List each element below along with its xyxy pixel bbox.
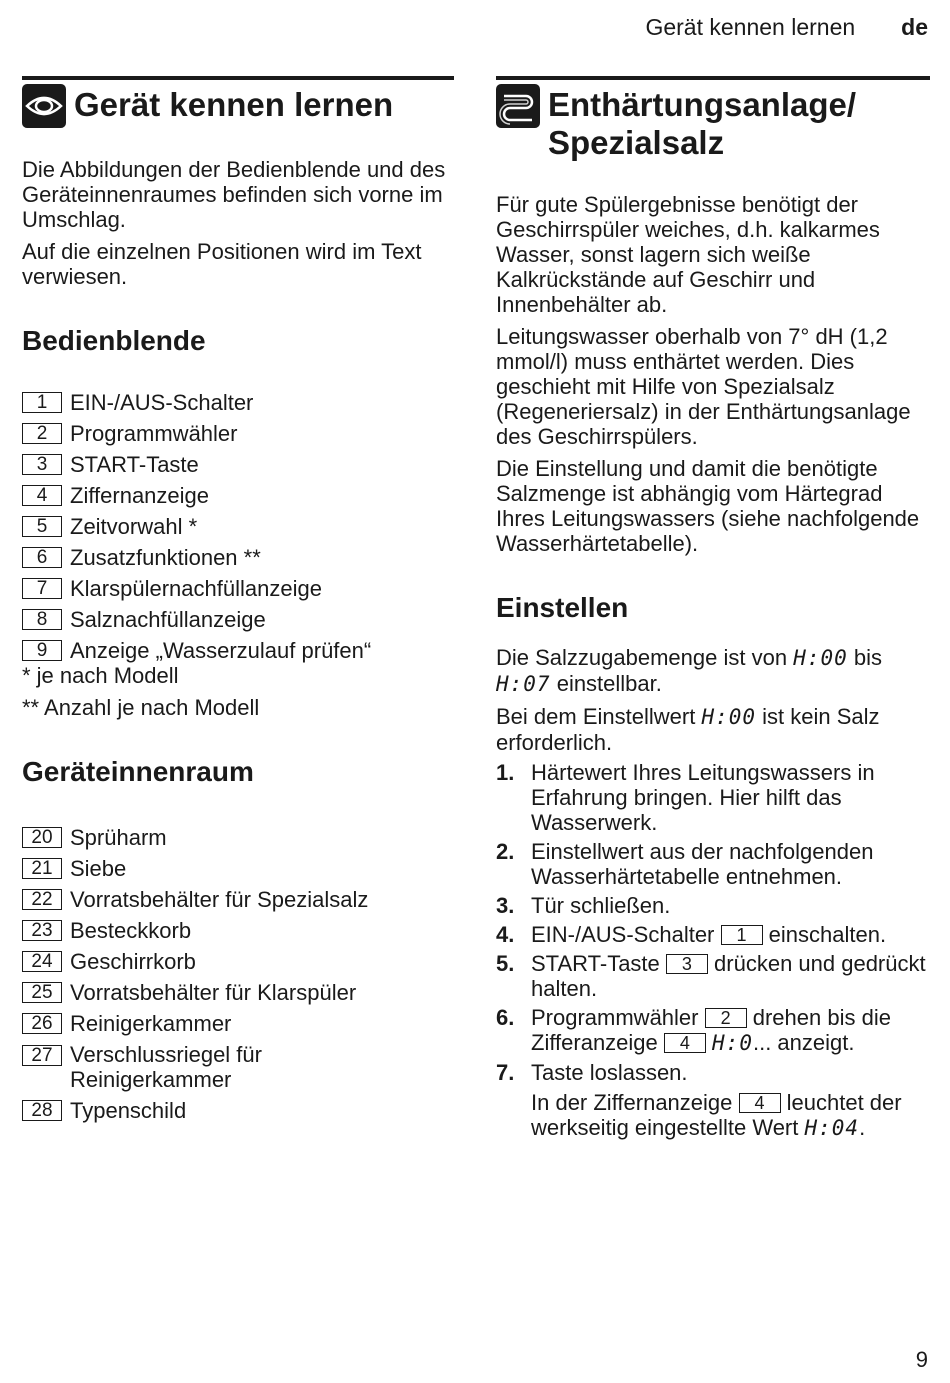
text: drücken und gedrückt halten.	[531, 951, 926, 1001]
item-label: Anzeige „Wasserzulauf prüfen“	[70, 638, 372, 663]
item-label: Typenschild	[70, 1098, 187, 1123]
position-number: 2	[22, 423, 62, 444]
list-item	[22, 1098, 454, 1123]
list-item	[22, 452, 454, 477]
display-value: H:00	[701, 705, 757, 729]
display-value: H:0	[712, 1031, 753, 1055]
list-item	[22, 1011, 454, 1036]
section-header-enthaertung	[496, 76, 930, 162]
step-number: 3.	[496, 893, 515, 918]
position-number: 7	[22, 578, 62, 599]
position-number: 4	[22, 485, 62, 506]
position-number: 22	[22, 889, 62, 910]
paragraph: Leitungswasser oberhalb von 7° dH (1,2 mmol/l) muss enthärtet werden. Dies geschieht mit Hilfe von Spezialsalz (Regeneriersalz) in der Enthärtungsanlage des Geschirrspülers.	[496, 324, 911, 449]
step-number: 7.	[496, 1060, 515, 1085]
position-number: 3	[666, 954, 708, 974]
list-item	[22, 825, 454, 850]
position-number: 5	[22, 516, 62, 537]
position-number: 2	[705, 1008, 747, 1028]
step-text	[531, 1060, 930, 1141]
item-label: START-Taste	[70, 452, 199, 477]
list-item	[22, 607, 454, 632]
item-label: Reinigerkammer	[70, 1011, 232, 1036]
display-value: H:00	[793, 646, 848, 670]
text: Bei dem Einstellwert	[496, 704, 696, 729]
section-title	[548, 86, 856, 162]
step-text: Härtewert Ihres Leitungswassers in Erfahrung bringen. Hier hilft das Wasserwerk.	[531, 760, 875, 835]
position-number: 20	[22, 827, 62, 848]
item-label: Zeitvorwahl *	[70, 514, 198, 539]
list-item	[22, 483, 454, 508]
position-number: 25	[22, 982, 62, 1003]
item-label: Klarspülernachfüllanzeige	[70, 576, 322, 601]
footnote: * je nach Modell	[22, 663, 179, 688]
header-title: Gerät kennen lernen	[645, 14, 856, 40]
heading-geraeteinnenraum: Geräteinnenraum	[22, 756, 254, 787]
step-number: 6.	[496, 1005, 515, 1030]
step-text	[531, 951, 930, 1001]
list-item	[22, 856, 454, 881]
intro-paragraph: Auf die einzelnen Positionen wird im Text verwiesen.	[22, 239, 422, 289]
item-label: Siebe	[70, 856, 127, 881]
text: Die Salzzugabemenge ist von	[496, 645, 788, 670]
text: EIN-/AUS-Schalter	[531, 922, 715, 947]
text: leuchtet der werkseitig eingestellte Wert	[531, 1090, 902, 1140]
text: Taste loslassen.	[531, 1060, 688, 1085]
step-number: 5.	[496, 951, 515, 976]
position-number: 27	[22, 1045, 62, 1066]
position-number: 4	[664, 1033, 706, 1053]
section-header-geraet	[22, 76, 454, 128]
item-label: Geschirrkorb	[70, 949, 196, 974]
position-number: 21	[22, 858, 62, 879]
step-item	[496, 951, 930, 1001]
step-number: 2.	[496, 839, 515, 864]
step-item	[496, 1005, 930, 1056]
text: In der Ziffernanzeige	[531, 1090, 733, 1115]
item-label: Besteckkorb	[70, 918, 192, 943]
heading-bedienblende: Bedienblende	[22, 325, 206, 356]
page-number: 9	[915, 1347, 928, 1372]
step-number: 4.	[496, 922, 515, 947]
position-number: 28	[22, 1100, 62, 1121]
step-text	[531, 922, 886, 947]
step-item	[496, 922, 930, 947]
text: START-Taste	[531, 951, 660, 976]
position-number: 1	[22, 392, 62, 413]
paragraph	[496, 645, 930, 697]
step-subtext	[531, 1090, 930, 1141]
item-label: Ziffernanzeige	[70, 483, 210, 508]
list-item	[22, 638, 454, 663]
intro-paragraph: Die Abbildungen der Bedienblende und des Geräteinnenraumes befinden sich vorne im Umschlag.	[22, 157, 446, 232]
heading-einstellen: Einstellen	[496, 592, 629, 623]
footnote: ** Anzahl je nach Modell	[22, 695, 260, 720]
paragraph: Die Einstellung und damit die benötigte Salzmenge ist abhängig vom Härtegrad Ihres Leitungswassers (siehe nachfolgende Wasserhärtetabelle).	[496, 456, 920, 556]
step-text: Tür schließen.	[531, 893, 671, 918]
step-item	[496, 1060, 930, 1141]
language-code: de	[901, 14, 928, 40]
text: bis	[853, 645, 883, 670]
position-number: 24	[22, 951, 62, 972]
step-item	[496, 760, 930, 835]
bedienblende-list	[22, 390, 454, 663]
position-number: 26	[22, 1013, 62, 1034]
step-item	[496, 893, 930, 918]
list-item	[22, 949, 454, 974]
softener-icon	[496, 84, 540, 128]
item-label: EIN-/AUS-Schalter	[70, 390, 254, 415]
item-label: Salznachfüllanzeige	[70, 607, 266, 632]
position-number: 6	[22, 547, 62, 568]
list-item	[22, 918, 454, 943]
right-column	[496, 76, 930, 1145]
item-label: Vorratsbehälter für Klarspüler	[70, 980, 357, 1005]
text: Programmwähler	[531, 1005, 699, 1030]
position-number: 1	[721, 925, 763, 945]
item-label: Sprüharm	[70, 825, 167, 850]
list-item	[22, 545, 454, 570]
page-header	[645, 14, 928, 41]
list-item	[22, 514, 454, 539]
position-number: 23	[22, 920, 62, 941]
text: einschalten.	[768, 922, 887, 947]
title-line: Enthärtungsanlage/	[548, 86, 857, 123]
text: drehen bis die Zifferanzeige	[531, 1005, 891, 1055]
step-item	[496, 839, 930, 889]
innenraum-list	[22, 825, 454, 1123]
display-value: H:07	[496, 672, 551, 696]
text: ... anzeigt.	[752, 1030, 855, 1055]
title-line: Spezialsalz	[548, 124, 725, 161]
paragraph	[496, 704, 930, 755]
list-item	[22, 421, 454, 446]
item-label: Zusatzfunktionen **	[70, 545, 261, 570]
text: .	[859, 1115, 866, 1140]
position-number: 4	[739, 1093, 781, 1113]
step-text: Einstellwert aus der nachfolgenden Wasserhärtetabelle entnehmen.	[531, 839, 874, 889]
section-title: Gerät kennen lernen	[74, 86, 394, 123]
step-text	[531, 1005, 930, 1056]
item-label: Vorratsbehälter für Spezialsalz	[70, 887, 369, 912]
list-item	[22, 887, 454, 912]
list-item	[22, 980, 454, 1005]
position-number: 9	[22, 640, 62, 661]
list-item	[22, 1042, 454, 1092]
step-number: 1.	[496, 760, 515, 785]
left-column	[22, 76, 454, 1129]
eye-icon	[22, 84, 66, 128]
item-label: Verschlussriegel für Reinigerkammer	[70, 1042, 262, 1092]
position-number: 8	[22, 609, 62, 630]
item-label: Programmwähler	[70, 421, 238, 446]
display-value: H:04	[804, 1116, 860, 1140]
steps-list	[496, 760, 930, 1141]
list-item	[22, 576, 454, 601]
list-item	[22, 390, 454, 415]
paragraph: Für gute Spülergebnisse benötigt der Geschirrspüler weiches, d.h. kalkarmes Wasser, sonst lagern sich weiße Kalkrückstände auf Geschirr und Innenbehälter ab.	[496, 192, 880, 317]
position-number: 3	[22, 454, 62, 475]
text: einstellbar.	[556, 671, 662, 696]
text: ist kein Salz erforderlich.	[496, 704, 880, 755]
